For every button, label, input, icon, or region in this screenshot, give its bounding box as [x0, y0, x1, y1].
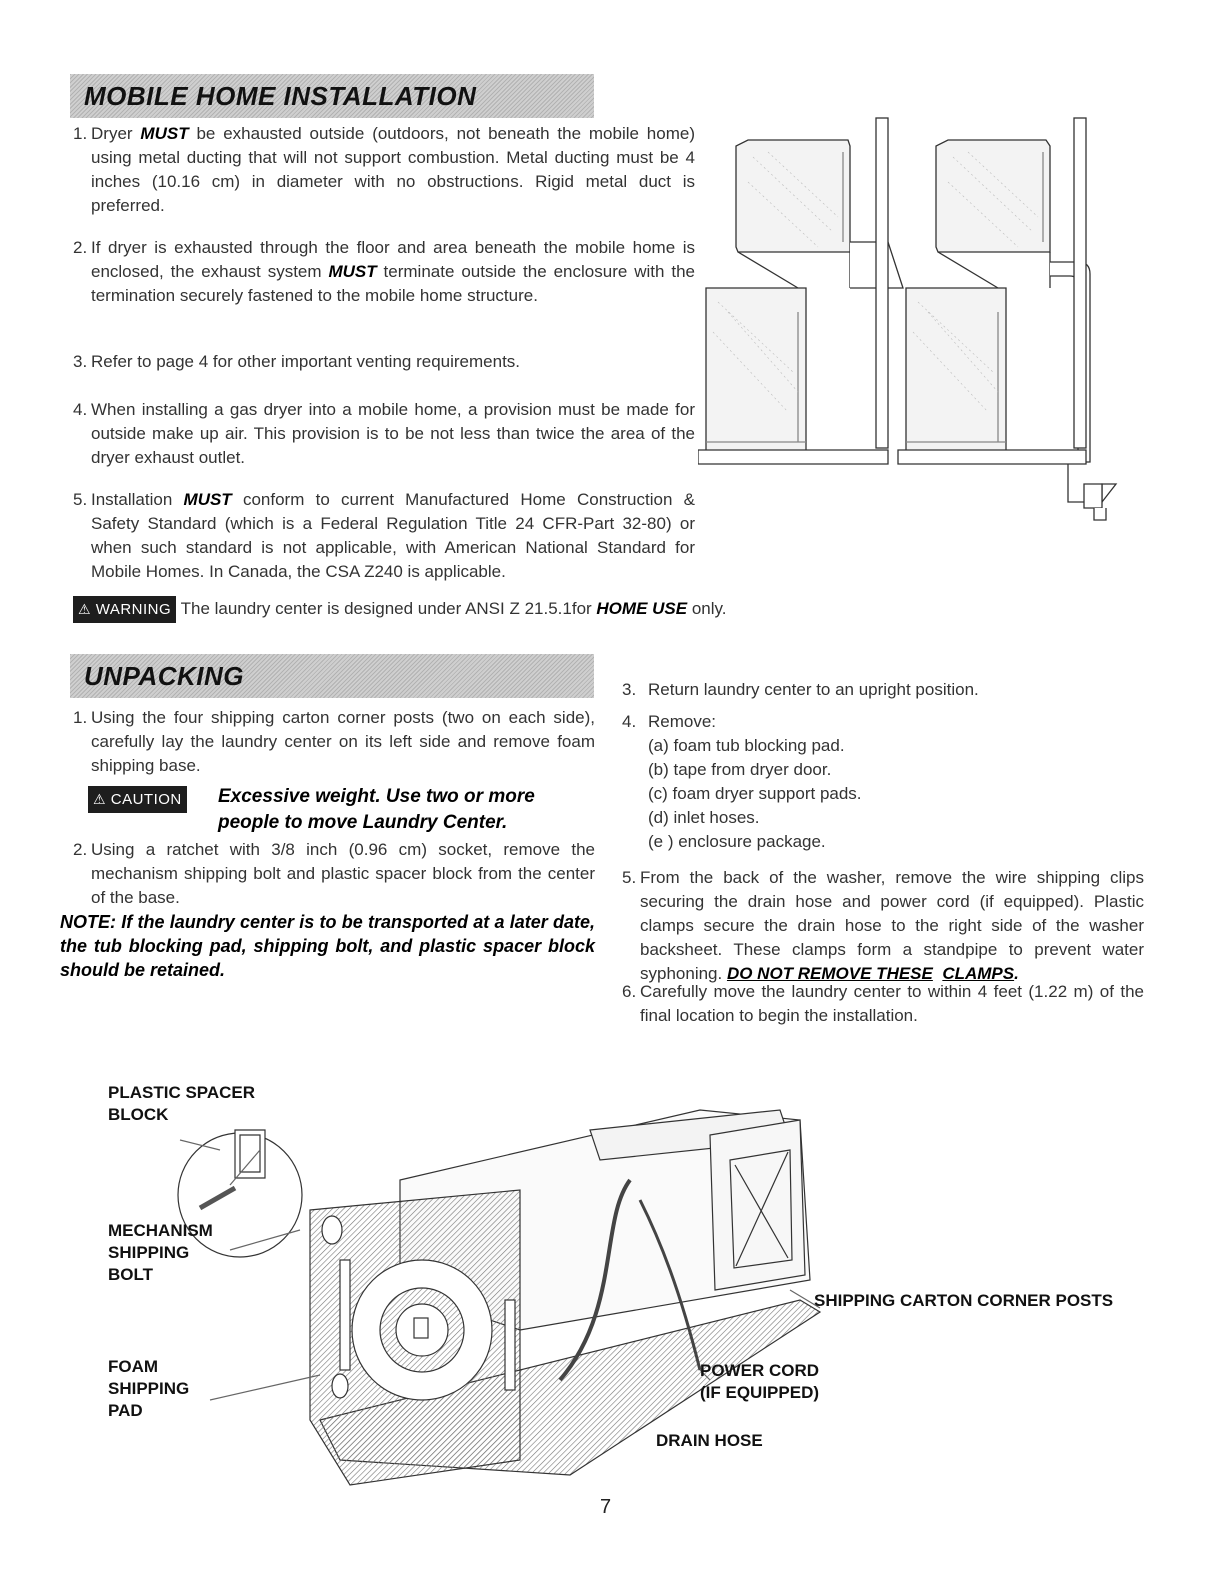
list-item: 2. Using a ratchet with 3/8 inch (0.96 cm) socket, remove the mechanism shipping bolt and plastic spacer block from the center of the base. [73, 840, 595, 907]
caution-text: Excessive weight. Use two or more people to move Laundry Center. [218, 786, 535, 833]
label-power-cord: POWER CORD (IF EQUIPPED) [700, 1361, 820, 1402]
label-plastic-spacer-block: PLASTIC SPACER BLOCK [108, 1083, 256, 1124]
warning-badge: ⚠ WARNING [73, 596, 176, 623]
section-banner-mobile-home [70, 74, 594, 118]
list-item: (c) foam dryer support pads. [648, 784, 862, 803]
list-item: (d) inlet hoses. [648, 808, 760, 827]
warning-line: ⚠ WARNING The laundry center is designed under ANSI Z 21.5.1for HOME USE only. [73, 596, 873, 623]
label-shipping-carton-corner-posts: SHIPPING CARTON CORNER POSTS [814, 1291, 1114, 1310]
list-item: 3. Return laundry center to an upright position. [622, 680, 979, 699]
caution-badge: ⚠ CAUTION [88, 786, 187, 813]
list-item: 2. If dryer is exhausted through the floor and area beneath the mobile home is enclosed, the exhaust system MUST terminate outside the enclosure with the termination securely fastened to the mobile home structure. [73, 238, 695, 305]
list-item: 3. Refer to page 4 for other important venting requirements. [73, 352, 521, 371]
label-mechanism-shipping-bolt: MECHANISM SHIPPING BOLT [108, 1221, 213, 1284]
list-item: 6. Carefully move the laundry center to within 4 feet (1.22 m) of the final location to begin the installation. [622, 982, 1144, 1025]
list-item: 1. Dryer MUST be exhausted outside (outdoors, not beneath the mobile home) using metal ducting that will not support combustion. Metal ducting must be 4 inches (10.16 cm) in diameter with no obstructions. Rigid metal duct is preferred. [73, 124, 695, 215]
list-item: (b) tape from dryer door. [648, 760, 832, 779]
section-heading: UNPACKING [84, 660, 245, 691]
label-drain-hose: DRAIN HOSE [656, 1431, 763, 1450]
list-item: 4. Remove: (a) foam tub blocking pad. (b) tape from dryer door. (c) foam dryer support pads. (d) inlet hoses. (e ) enclosure package. [622, 710, 1152, 854]
list-item: 4. When installing a gas dryer into a mobile home, a provision must be made for outside make up air. This provision is to be not less than twice the area of the dryer exhaust outlet. [73, 400, 695, 467]
list-item: (e ) enclosure package. [648, 832, 826, 851]
list-item: 5. Installation MUST conform to current Manufactured Home Construction & Safety Standard (which is a Federal Regulation Title 24 CFR-Part 32-80) or when such standard is not applicable, with American National Standard for Mobile Homes. In Canada, the CSA Z240 is applicable. [73, 490, 695, 581]
list-item: 1. Using the four shipping carton corner posts (two on each side), carefully lay the laundry center on its left side and remove foam shipping base. [73, 708, 595, 775]
list-item: 5. From the back of the washer, remove the wire shipping clips securing the drain hose and power cord (if equipped). Plastic clamps secure the drain hose to the right side of the washer backsheet. These clamps form a standpipe to prevent water syphoning. DO NOT REMOVE THESE CLAMPS. [622, 868, 1144, 983]
list-item: (a) foam tub blocking pad. [648, 736, 845, 755]
mobile-home-venting-diagram [698, 112, 1138, 524]
caution-block [88, 784, 588, 836]
remove-list [622, 734, 1152, 854]
warning-triangle-icon: ⚠ [78, 601, 92, 617]
section-banner-unpacking [70, 654, 594, 698]
label-foam-shipping-pad: FOAM SHIPPING PAD [108, 1357, 190, 1420]
note: NOTE: If the laundry center is to be transported at a later date, the tub blocking pad, shipping bolt, and plastic spacer block should be retained. [60, 912, 595, 980]
warning-triangle-icon: ⚠ [93, 791, 107, 807]
page-number: 7 [600, 1496, 612, 1518]
section-heading: MOBILE HOME INSTALLATION [84, 80, 477, 111]
